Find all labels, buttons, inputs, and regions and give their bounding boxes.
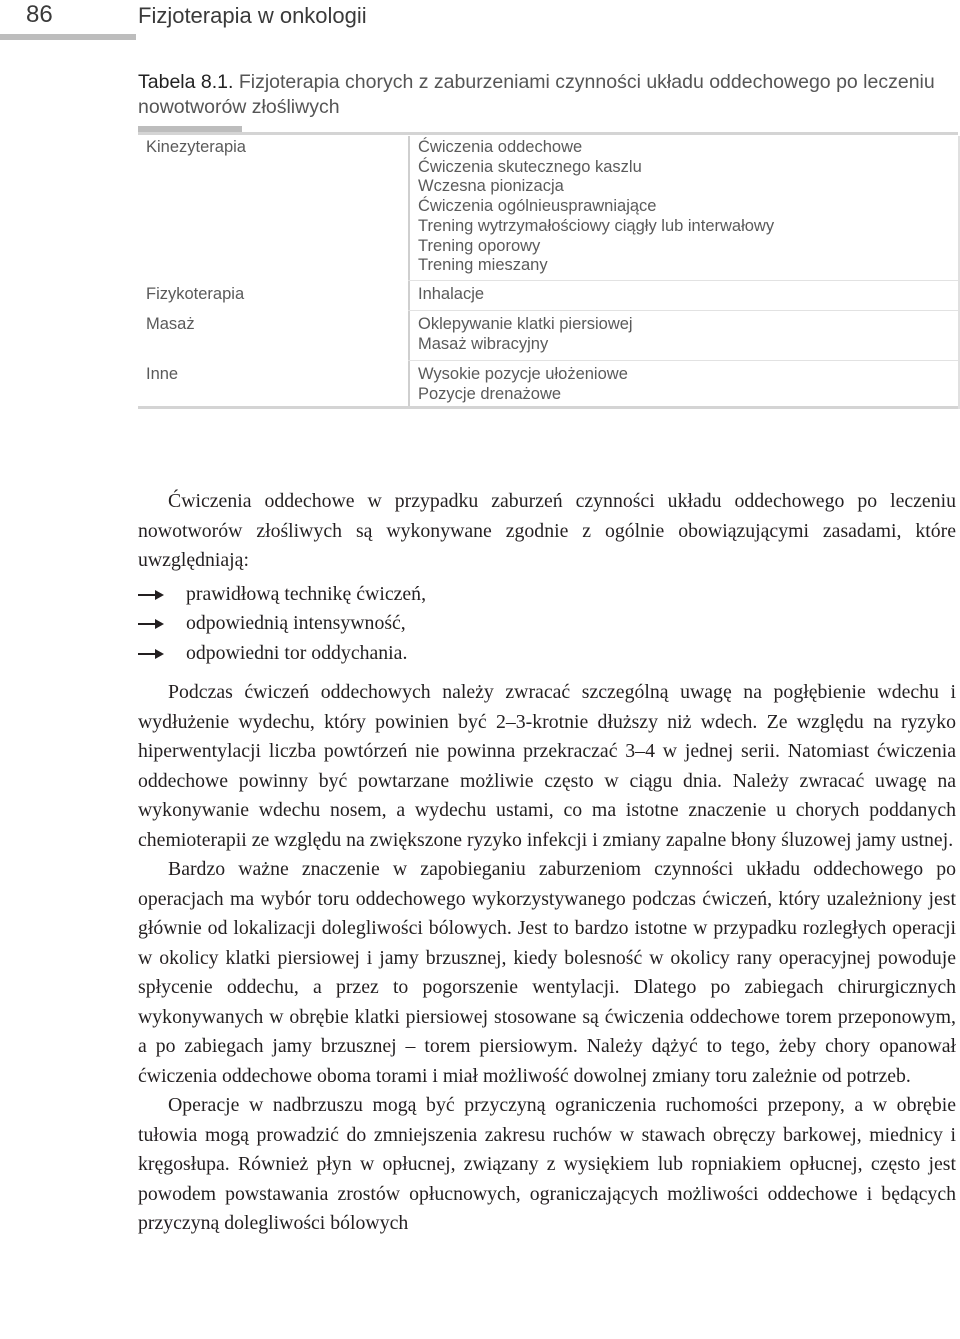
row-separator [408, 310, 958, 311]
category-masaz: Masaż [146, 315, 195, 333]
items-masaz [418, 315, 633, 354]
therapy-table [138, 136, 960, 409]
bullet-list [138, 580, 956, 669]
paragraph: Operacje w nadbrzuszu mogą być przyczyną ograniczenia ruchomości przepony, a w obrębie tułowia mogą prowadzić do zmniejszenia zakresu ruchów w stawach obręczy barkowej, miednicy i kręgosłupa. Również płyn w opłucnej, związany z wysiękiem lub ropniakiem opłucnej, często jest powodem powstawania zrostów opłucnowych, ograniczających możliwości oddechowe i będących przyczyną dolegliwości bólowych [138, 1094, 956, 1234]
body-text [138, 487, 956, 1239]
table-item: Trening wytrzymałościowy ciągły lub interwałowy [418, 216, 775, 235]
column-separator [408, 136, 410, 409]
header-rule [0, 34, 136, 40]
paragraph: Bardzo ważne znaczenie w zapobieganiu zaburzeniom czynności układu oddechowego po operacjach ma wybór toru oddechowego wykorzystywanego podczas ćwiczeń, który uzależniony jest głównie od lokalizacji dolegliwości bólowych. Jest to bardzo istotne w przypadku rozległych operacji w okolicy klatki piersiowej i jamy brzusznej, kiedy bolesność w okolicy rany operacyjnej powoduje spłycenie oddechu, a przez to pogorszenie wentylacji. Dlatego po zabiegach chirurgicznych wykonywanych w obrębie klatki piersiowej stosowane są ćwiczenia oddechowe torem przeponowym, a po zabiegach jamy brzusznej – torem piersiowym. Należy dążyć to tego, żeby chory opanował ćwiczenia oddechowe oboma torami i miał możliwość dowolnej zmiany toru zależnie od potrzeb. [138, 858, 956, 1087]
category-fizykoterapia: Fizykoterapia [146, 285, 245, 303]
row-separator [408, 360, 958, 361]
table-item: Wczesna pionizacja [418, 177, 564, 196]
list-item [138, 580, 956, 610]
page-number: 86 [26, 1, 53, 28]
caption-rule-thin [138, 132, 958, 135]
list-item [138, 609, 956, 639]
category-kinezyterapia: Kinezyterapia [146, 138, 246, 156]
table-bottom-rule [138, 406, 958, 409]
table-item: Pozycje drenażowe [418, 384, 562, 403]
items-fizykoterapia [418, 285, 484, 305]
table-caption-label: Tabela 8.1. [138, 71, 234, 93]
table-item: Trening mieszany [418, 256, 548, 275]
bullet-text: prawidłową technikę ćwiczeń, [186, 582, 427, 605]
list-item [138, 639, 956, 669]
caption-rule [138, 126, 958, 136]
items-inne [418, 365, 628, 404]
table-caption-text: Fizjoterapia chorych z zaburzeniami czynności układu oddechowego po leczeniu nowotworów złośliwych [138, 71, 935, 118]
arrow-bullet-icon [138, 594, 162, 596]
table-item: Ćwiczenia oddechowe [418, 138, 583, 156]
arrow-bullet-icon [138, 653, 162, 655]
table-item: Wysokie pozycje ułożeniowe [418, 365, 628, 383]
table-item: Masaż wibracyjny [418, 334, 549, 353]
bullet-text: odpowiednią intensywność, [186, 612, 406, 634]
table-item: Inhalacje [418, 285, 485, 303]
paragraph: Podczas ćwiczeń oddechowych należy zwracać szczególną uwagę na pogłębienie wdechu i wydłużenie wydechu, który powinien być 2–3-krotnie dłuższy niż wdech. Ze względu na ryzyko hiperwentylacji liczba powtórzeń nie powinna przekraczać 3–4 w jednej serii. Natomiast ćwiczenia oddechowe powinny być powtarzane możliwie często w ciągu dnia. Należy zwracać uwagę na wykonywanie wdechu nosem, a wydechu ustami, co ma istotne znaczenie u chorych poddanych chemioterapii ze względu na zwiększone ryzyko infekcji i zmiany zapalne błony śluzowej jamy ustnej. [138, 681, 956, 851]
table-item: Oklepywanie klatki piersiowej [418, 315, 633, 333]
intro-paragraph: Ćwiczenia oddechowe w przypadku zaburzeń czynności układu oddechowego po leczeniu nowotworów złośliwych są wykonywane zgodnie z ogólnie obowiązującymi zasadami, które uwzględniają: [138, 490, 956, 571]
items-kinezyterapia [418, 138, 774, 276]
category-inne: Inne [146, 365, 179, 383]
table-item: Trening oporowy [418, 236, 541, 255]
row-separator [408, 280, 958, 281]
table-caption [138, 70, 938, 120]
table-item: Ćwiczenia skutecznego kaszlu [418, 157, 642, 176]
arrow-bullet-icon [138, 623, 162, 625]
page-header [0, 0, 960, 44]
table-item: Ćwiczenia ogólnieusprawniające [418, 197, 657, 216]
bullet-text: odpowiedni tor oddychania. [186, 641, 408, 664]
running-title: Fizjoterapia w onkologii [138, 3, 367, 28]
